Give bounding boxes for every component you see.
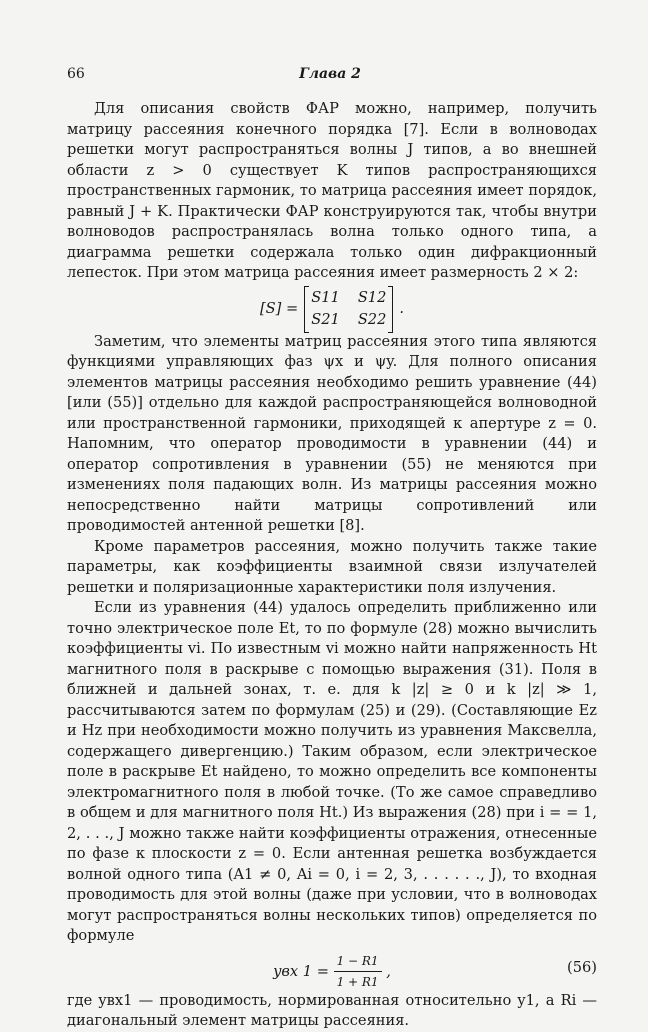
matrix-equation — [67, 286, 597, 330]
scattering-matrix — [304, 286, 393, 333]
eq56-numerator: 1 − R1 — [334, 951, 382, 973]
matrix-s21: S21 — [311, 311, 340, 328]
matrix-s12: S12 — [357, 288, 387, 306]
matrix-lhs: [S] = — [259, 299, 299, 317]
page-number: 66 — [67, 66, 85, 82]
matrix-s11: S11 — [311, 288, 340, 306]
equation-number: (56) — [567, 958, 597, 976]
eq56-denominator: 1 + R1 — [336, 975, 379, 989]
eq56-fraction — [334, 951, 382, 993]
page-header — [67, 66, 593, 86]
eq56-lhs: yвх 1 = — [273, 962, 329, 980]
paragraph-2: Заметим, что элементы матриц рассеяния этого типа являются функциями управляющих фаз ψx и ψy. Для полного описания элементов матрицы рассеяния необходимо решить уравнение (44) [или (55)] отдельно для каждой распространяющейся волноводной или пространственной гармоники, приходящей к апертуре z = 0. Напомним, что оператор проводимости в уравнении (44) и оператор сопротивления в уравнении (55) не меняются при изменениях поля падающих волн. Из матрицы рассеяния можно непосредственно найти матрицы сопротивлений или проводимостей антенной решетки [8]. — [67, 332, 597, 534]
eq56-comma: , — [386, 962, 391, 980]
paragraph-5: где yвх1 — проводимость, нормированная относительно y1, а Ri — диагональный элемент матрицы рассеяния. — [67, 991, 597, 1029]
chapter-title: Глава 2 — [299, 66, 361, 82]
matrix-s22: S22 — [357, 311, 387, 328]
paragraph-3: Кроме параметров рассеяния, можно получить также такие параметры, как коэффициенты взаимной связи излучателей решетки и поляризационные характеристики поля излучения. — [67, 537, 597, 596]
matrix-period: . — [399, 299, 405, 317]
equation-56 — [67, 951, 597, 987]
body-text — [67, 99, 597, 1032]
paragraph-4: Если из уравнения (44) удалось определить приближенно или точно электрическое поле Et, то по формуле (28) можно вычислить коэффициенты vi. По известным vi можно найти напряженность Ht магнитного поля в раскрыве с помощью выражения (31). Поля в ближней и дальней зонах, т. е. для k |z| ≥ 0 и k |z| ≫ 1, рассчитываются затем по формулам (25) и (29). (Составляющие Ez и Hz при необходимости можно получить из уравнения Максвелла, содержащего дивергенцию.) Таким образом, если электрическое поле в раскрыве Et найдено, то можно определить все компоненты электромагнитного поля в любой точке. (То же самое справедливо в общем и для магнитного поля Ht.) Из выражения (28) при i = = 1, 2, . . ., J можно также найти коэффициенты отражения, отнесенные по фазе к плоскости z = 0. Если антенная решетка возбуждается волной одного типа (A1 ≠ 0, Ai = 0, i = 2, 3, . . . . . ., J), то входная проводимость для этой волны (даже при условии, что в волноводах могут распространяться волны нескольких типов) определяется по формуле — [67, 599, 597, 944]
paragraph-1: Для описания свойств ФАР можно, например, получить матрицу рассеяния конечного порядка [7]. Если в волноводах решетки могут распространяться волны J типов, а во внешней области z > 0 существует K типов распространяющихся пространственных гармоник, то матрица рассеяния имеет порядок, равный J + K. Практически ФАР конструируются так, чтобы внутри волноводов распространялась волна только одного типа, а диаграмма решетки содержала только один дифракционный лепесток. При этом матрица рассеяния имеет размерность 2 × 2: — [67, 100, 597, 281]
